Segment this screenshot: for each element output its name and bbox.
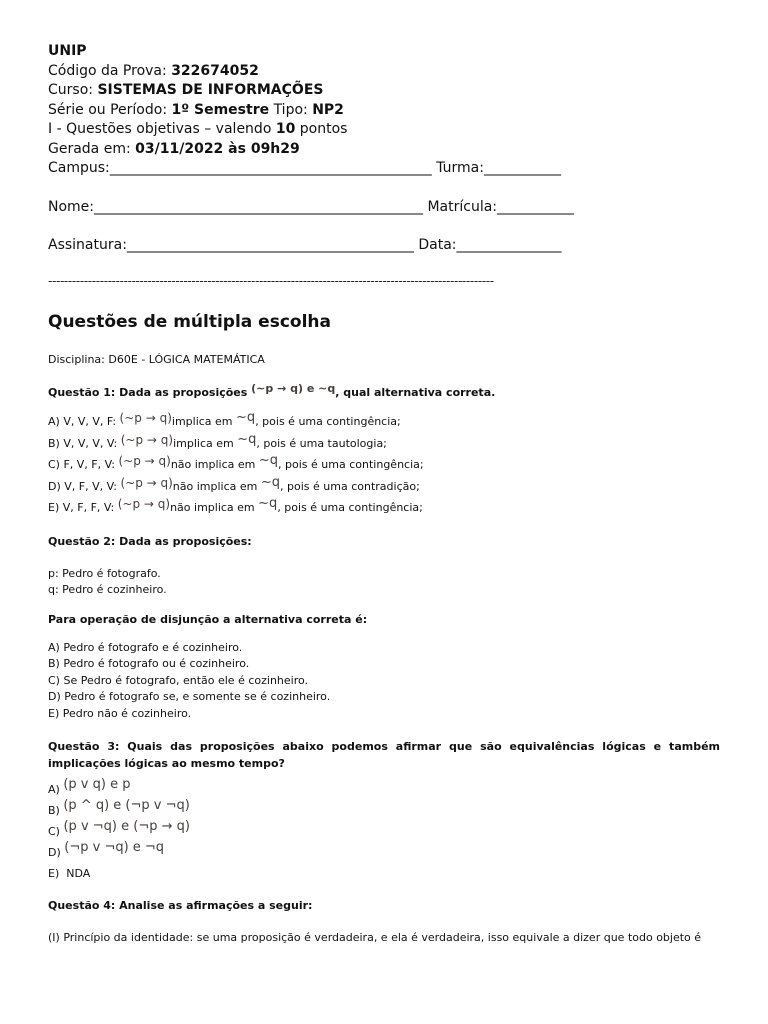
question-3-title: Questão 3: Quais das proposições abaixo podemos afirmar que são equivalências lógicas e também implicações lógicas ao mesmo tempo? (48, 740, 720, 770)
points-value: 10 (275, 121, 296, 137)
option-label: B) (48, 804, 60, 817)
type-value: NP2 (312, 101, 344, 118)
exam-page (48, 42, 720, 946)
discipline: Disciplina: D60E - LÓGICA MATEMÁTICA (48, 352, 265, 366)
name-line (48, 198, 720, 218)
option-label: C) (48, 825, 60, 838)
option-formula: (~p → q) (117, 497, 171, 511)
question-3-options (48, 777, 720, 883)
q1-option-e (48, 497, 720, 519)
option-reason: , pois é uma contradição; (280, 479, 420, 493)
course-label: Curso: (48, 82, 93, 98)
nome-field: Nome:_______________________________________________ (48, 198, 424, 215)
institution-name: UNIP (48, 43, 87, 59)
question-1-title (48, 382, 720, 399)
option-reason: , pois é uma tautologia; (256, 436, 387, 450)
q3-option-d (48, 840, 720, 866)
generated-date: 03/11/2022 às 09h29 (135, 140, 300, 157)
question-4-title: Questão 4: Analise as afirmações a seguir: (48, 898, 313, 912)
q2-option-d: D) Pedro é fotografo se, e somente se é cozinheiro. (48, 690, 331, 703)
divider-line: ---------------------------------------------------------------------------------------------------------------- (48, 273, 494, 288)
points-suffix: pontos (299, 121, 348, 137)
option-negation: ~q (236, 410, 256, 425)
option-label: A) V, V, V, F: (48, 415, 117, 428)
option-formula: (¬p v ¬q) e ¬q (64, 840, 165, 855)
option-text: não implica em (170, 501, 255, 514)
option-text: não implica em (172, 479, 258, 493)
q2-proposition-q: q: Pedro é cozinheiro. (48, 583, 167, 596)
matricula-field: Matrícula:___________ (427, 198, 575, 215)
course-name: SISTEMAS DE INFORMAÇÕES (97, 82, 324, 98)
turma-field: Turma:___________ (436, 160, 561, 176)
q3-option-e (48, 866, 720, 883)
option-label: C) F, V, F, V: (48, 458, 115, 471)
option-label: B) V, V, V, V: (48, 436, 118, 450)
q2-proposition-p: p: Pedro é fotografo. (48, 566, 161, 580)
q2-option-a: A) Pedro é fotografo e é cozinheiro. (48, 640, 243, 654)
q4-item-1: (I) Princípio da identidade: se uma proposição é verdadeira, e ela é verdadeira, isso equivale a dizer que todo objeto é (48, 930, 702, 944)
option-text: implica em (173, 436, 234, 450)
q2-option-c: C) Se Pedro é fotografo, então ele é cozinheiro. (48, 673, 309, 687)
data-field: Data:_______________ (418, 237, 562, 253)
question-2-options (48, 640, 720, 723)
option-formula: (~p → q) (118, 454, 171, 468)
q1-option-d (48, 476, 720, 498)
section-title: Questões de múltipla escolha (48, 311, 331, 332)
period-value: 1º Semestre (171, 101, 270, 118)
campus-line (48, 159, 720, 179)
option-label: D) (48, 846, 61, 859)
option-reason: , pois é uma contingência; (277, 501, 423, 514)
campus-field: Campus:______________________________________________ (48, 160, 432, 176)
q2-prompt: Para operação de disjunção a alternativa correta é: (48, 612, 368, 626)
section-prefix: I - Questões objetivas – valendo (48, 121, 272, 137)
option-negation: ~q (237, 431, 257, 447)
option-formula: (p ^ q) e (¬p v ¬q) (63, 798, 190, 813)
option-label: E) (48, 867, 60, 880)
q2-option-b: B) Pedro é fotografo ou é cozinheiro. (48, 657, 250, 670)
type-label: Tipo: (273, 101, 308, 118)
question-1-options (48, 411, 720, 519)
option-negation: ~q (258, 453, 279, 468)
option-label: E) V, F, F, V: (48, 501, 115, 514)
option-label: A) (48, 783, 60, 796)
option-negation: ~q (258, 496, 278, 511)
q1-option-c (48, 454, 720, 476)
option-formula: (~p → q) (120, 475, 173, 490)
exam-code-label: Código da Prova: (48, 62, 167, 79)
q1-formula: (~p → q) e ~q (251, 382, 336, 395)
option-reason: , pois é uma contingência; (255, 415, 401, 428)
q1-option-a (48, 411, 720, 433)
q1-option-b (48, 433, 720, 455)
option-formula: (p v ¬q) e (¬p → q) (63, 819, 190, 834)
assinatura-field: Assinatura:_________________________________________ (48, 237, 414, 253)
option-text: implica em (171, 415, 233, 428)
exam-header (48, 42, 720, 159)
option-text: NDA (66, 867, 91, 880)
q2-option-e: E) Pedro não é cozinheiro. (48, 706, 192, 720)
option-negation: ~q (260, 474, 281, 490)
option-text: não implica em (170, 458, 256, 471)
generated-label: Gerada em: (48, 140, 131, 157)
period-label: Série ou Período: (48, 101, 168, 118)
option-formula: (~p → q) (120, 432, 174, 447)
option-formula: (p v q) e p (63, 777, 131, 792)
signature-line (48, 236, 720, 256)
option-label: D) V, F, V, V: (48, 479, 117, 493)
question-2-title: Questão 2: Dada as proposições: (48, 534, 252, 548)
q1-suffix: , qual alternativa correta. (335, 386, 496, 399)
option-formula: (~p → q) (119, 411, 172, 425)
q1-prefix: Questão 1: Dada as proposições (48, 386, 248, 399)
exam-code: 322674052 (171, 62, 259, 79)
option-reason: , pois é uma contingência; (278, 458, 424, 471)
